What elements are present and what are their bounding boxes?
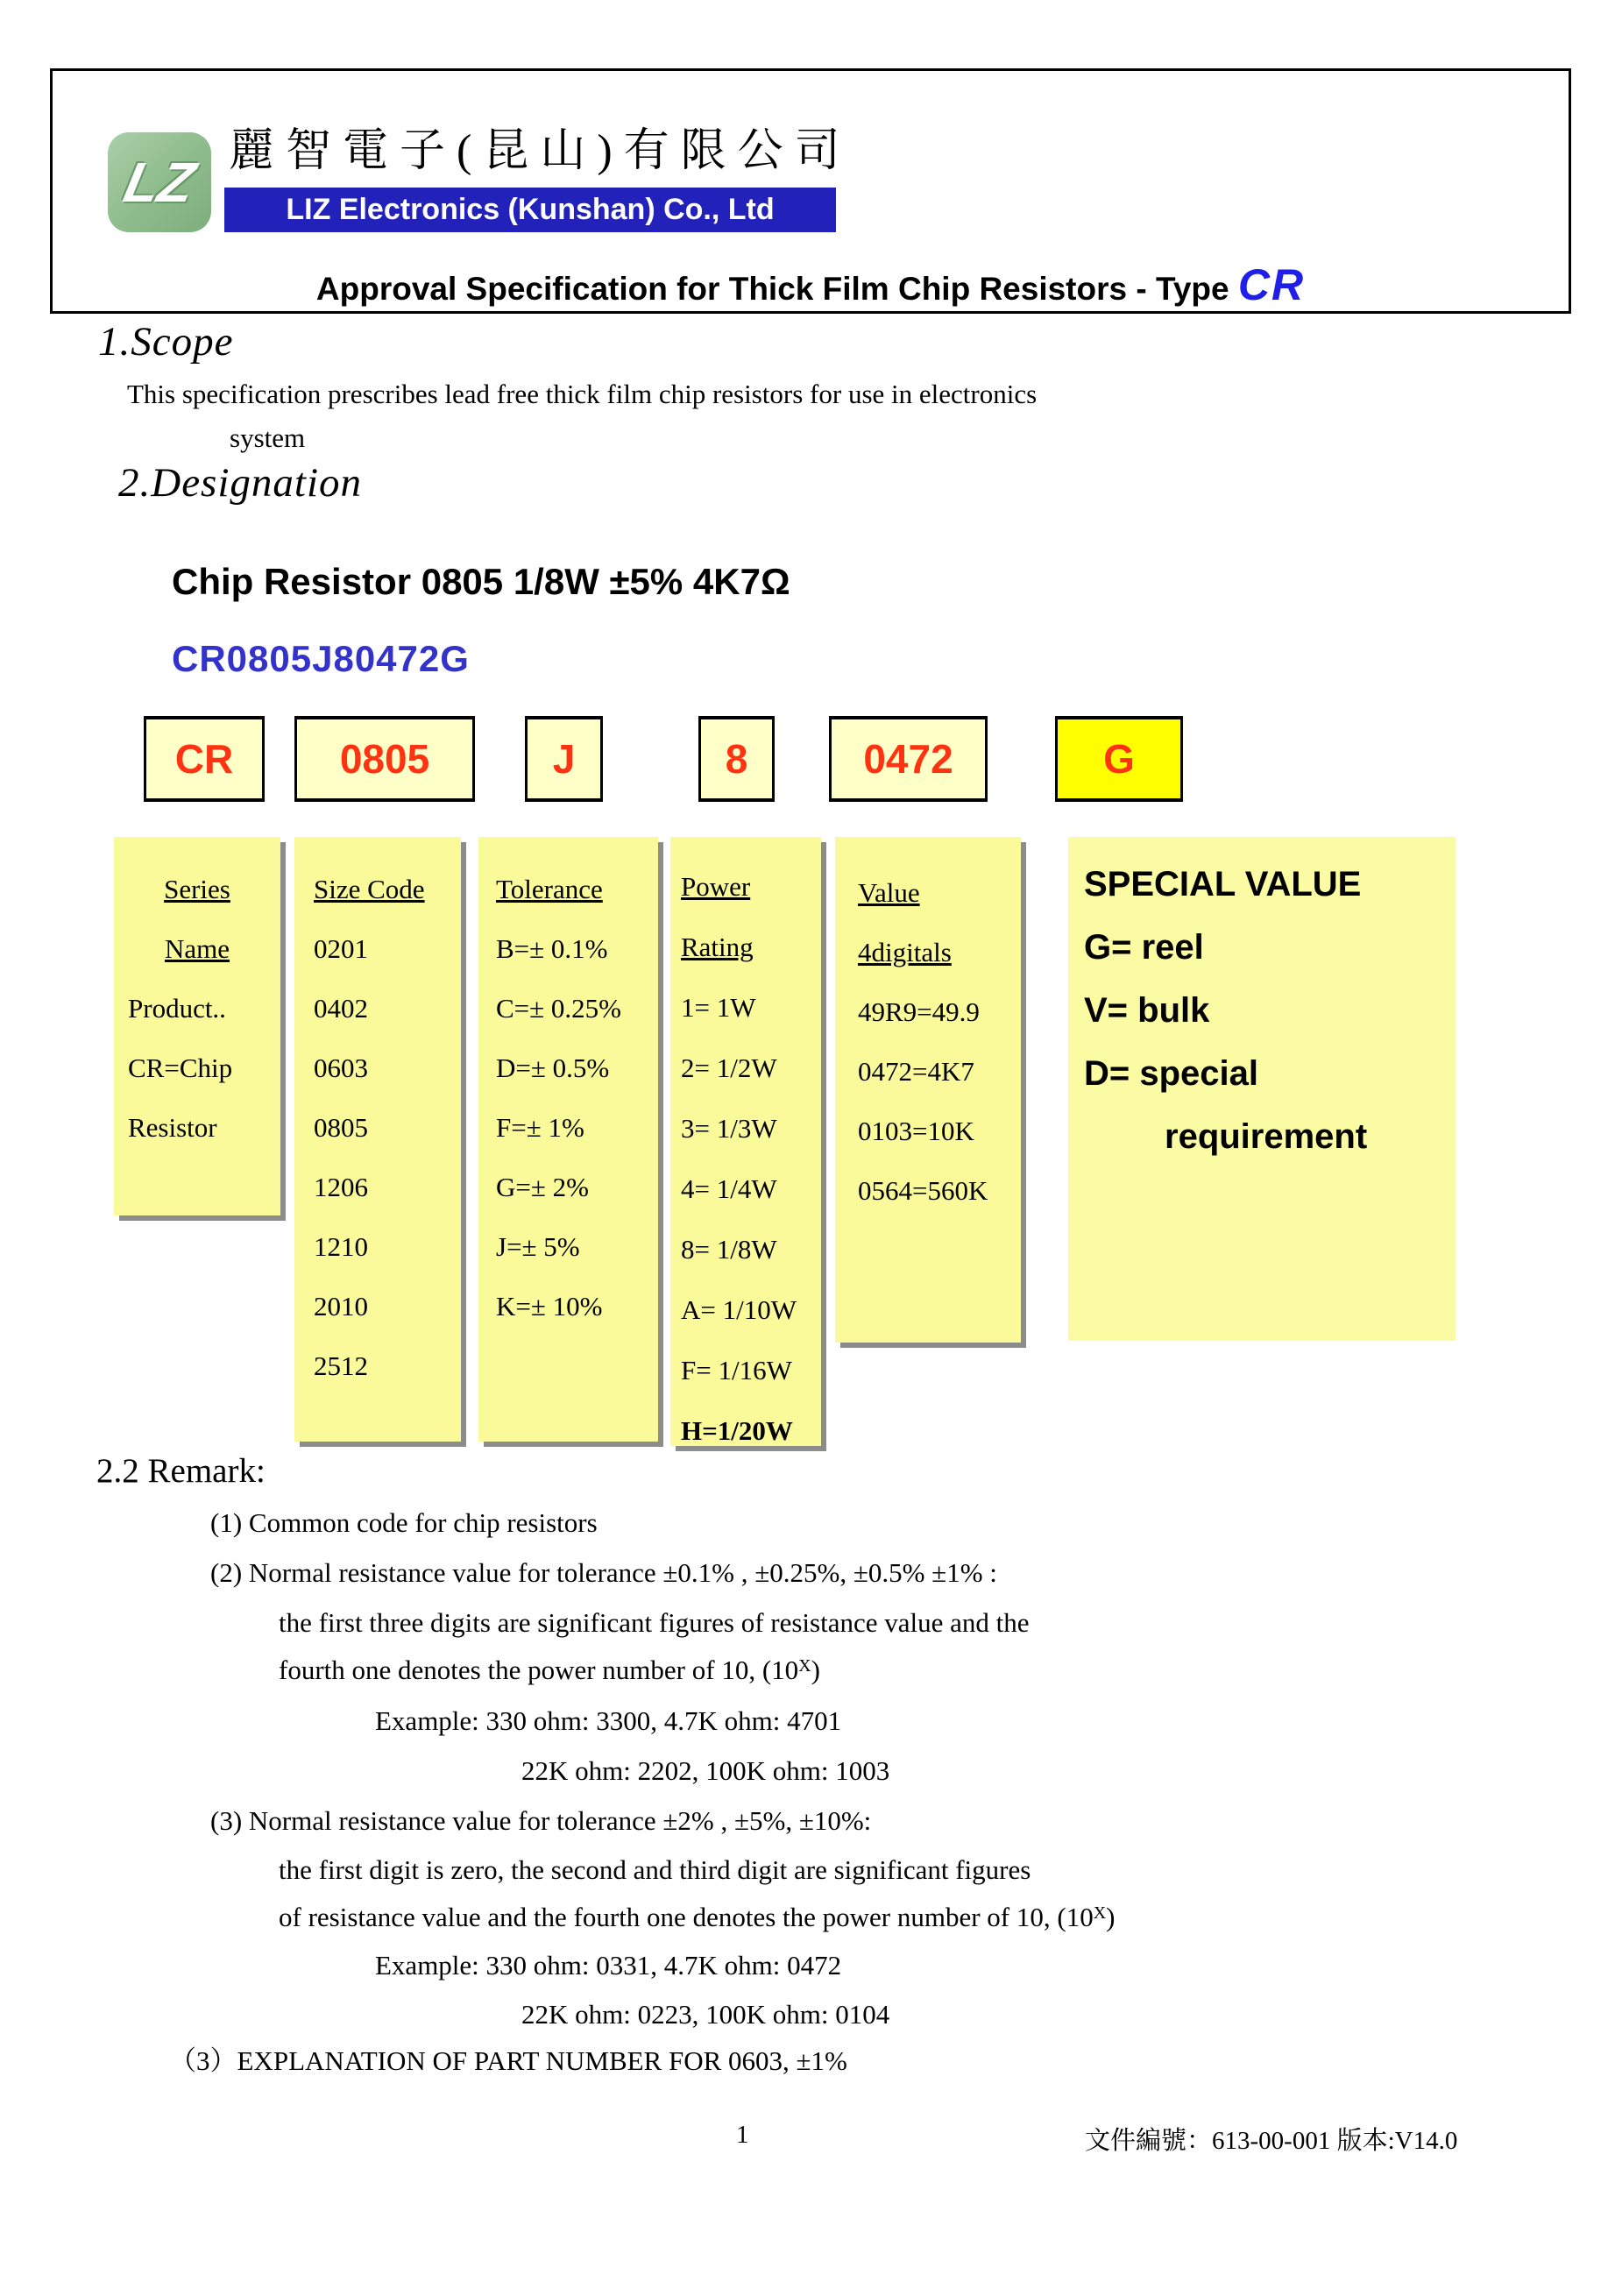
page-number: 1 [736, 2121, 749, 2149]
value-subheader: 4digitals [858, 937, 952, 967]
value-item: 0103=10K [858, 1116, 974, 1146]
document-title [55, 259, 1566, 310]
superscript-x: X [798, 1656, 811, 1676]
size-code-item: 1210 [314, 1231, 368, 1262]
value-header: Value [858, 877, 920, 908]
panel-series-name [114, 837, 280, 1215]
header-box [50, 68, 1571, 314]
code-box-series: CR [144, 716, 265, 802]
special-value-item: V= bulk [1084, 991, 1210, 1030]
value-item: 0564=560K [858, 1175, 988, 1206]
special-value-item: G= reel [1084, 928, 1204, 967]
value-item: 0472=4K7 [858, 1056, 974, 1087]
tolerance-header: Tolerance [496, 874, 603, 904]
remark-item-2-line3: fourth one denotes the power number of 10, $(10^X)$ [279, 1655, 820, 1685]
logo-lz-monogram: LZ [118, 151, 201, 214]
company-name-english: LIZ Electronics (Kunshan) Co., Ltd [286, 193, 775, 226]
power-rating-header: Power Rating [681, 871, 754, 962]
tolerance-item: F=± 1% [496, 1112, 584, 1143]
size-code-item: 2512 [314, 1350, 368, 1381]
code-box-value: 0472 [829, 716, 988, 802]
size-code-item: 2010 [314, 1291, 368, 1322]
power-rating-item-bold: H=1/20W [681, 1415, 793, 1446]
panel-size-code [294, 837, 461, 1442]
power-rating-item: 1= 1W [681, 992, 756, 1023]
series-item: CR=Chip [128, 1052, 233, 1083]
remark-item-2-line2: the first three digits are significant figures of resistance value and the [279, 1607, 1030, 1638]
code-box-power: 8 [698, 716, 775, 802]
product-title: Chip Resistor 0805 1/8W ±5% 4K7Ω [172, 561, 790, 602]
power-rating-item: 3= 1/3W [681, 1113, 777, 1144]
remark-item-2: (2) Normal resistance value for tolerance ±0.1% , ±0.25%, ±0.5% ±1% : [210, 1557, 997, 1588]
remark-example1-line2: 22K ohm: 2202, 100K ohm: 1003 [521, 1755, 890, 1786]
tolerance-item: G=± 2% [496, 1172, 589, 1202]
company-name-chinese: 麗智電子(昆山)有限公司 [229, 126, 852, 176]
power-rating-item: F= 1/16W [681, 1355, 792, 1385]
scope-heading: 1.Scope [98, 319, 234, 365]
remark-item-3: (3) Normal resistance value for tolerance ±2% , ±5%, ±10%: [210, 1805, 872, 1836]
panel-value [835, 837, 1021, 1343]
remark-example2-line2: 22K ohm: 0223, 100K ohm: 0104 [521, 1999, 890, 2030]
remark-item-1: (1) Common code for chip resistors [210, 1507, 598, 1538]
document-title-text: Approval Specification for Thick Film Chip Resistors - Type [315, 271, 1238, 307]
remark-example2-line1: Example: 330 ohm: 0331, 4.7K ohm: 0472 [375, 1950, 842, 1981]
code-box-size: 0805 [294, 716, 475, 802]
document-title-type-cr: CR [1237, 260, 1306, 309]
remark-heading: 2.2 Remark: [96, 1452, 266, 1490]
superscript-x: X [1093, 1903, 1107, 1923]
series-item: Resistor [128, 1112, 217, 1143]
designation-heading: 2.Designation [118, 460, 363, 506]
special-value-item: D= special [1084, 1054, 1259, 1093]
tolerance-item: K=± 10% [496, 1291, 603, 1322]
size-code-item: 0805 [314, 1112, 368, 1143]
tolerance-item: C=± 0.25% [496, 993, 621, 1024]
series-item: Product.. [128, 993, 226, 1024]
size-code-header: Size Code [314, 874, 425, 904]
company-name-banner [224, 188, 836, 232]
special-value-title: SPECIAL VALUE [1084, 865, 1362, 904]
power-rating-item: 4= 1/4W [681, 1173, 777, 1204]
panel-special-value [1068, 837, 1456, 1341]
document-number-and-version: 文件編號：613-00-001 版本:V14.0 [1085, 2127, 1458, 2155]
remark-item-3-line2: the first digit is zero, the second and third digit are significant figures [279, 1854, 1031, 1885]
panel-power-rating [670, 837, 821, 1446]
size-code-item: 0201 [314, 933, 368, 964]
power-rating-item: A= 1/10W [681, 1294, 797, 1325]
remark-item-3-line3: of resistance value and the fourth one denotes the power number of 10, $(10^X)$ [279, 1902, 1116, 1932]
series-header-line2: Name [164, 933, 230, 964]
company-logo [108, 132, 211, 232]
size-code-item: 0603 [314, 1052, 368, 1083]
tolerance-item: B=± 0.1% [496, 933, 608, 964]
tolerance-item: D=± 0.5% [496, 1052, 610, 1083]
code-box-special: G [1055, 716, 1183, 802]
power-rating-item: 2= 1/2W [681, 1052, 777, 1083]
remark-example1-line1: Example: 330 ohm: 3300, 4.7K ohm: 4701 [375, 1705, 842, 1736]
scope-text-line1: This specification prescribes lead free thick film chip resistors for use in electronics [127, 379, 1038, 409]
size-code-item: 1206 [314, 1172, 368, 1202]
special-value-item-continuation: requirement [1165, 1117, 1368, 1156]
size-code-item: 0402 [314, 993, 368, 1024]
tolerance-item: J=± 5% [496, 1231, 580, 1262]
value-item: 49R9=49.9 [858, 996, 980, 1027]
scope-text-line2: system [230, 422, 306, 453]
series-header-line1: Series [164, 874, 230, 904]
remark-explanation: （3）EXPLANATION OF PART NUMBER FOR 0603, ±1% [169, 2045, 847, 2076]
part-number: CR0805J80472G [172, 638, 470, 679]
panel-tolerance [478, 837, 658, 1442]
code-box-tolerance: J [525, 716, 603, 802]
power-rating-item: 8= 1/8W [681, 1234, 777, 1265]
